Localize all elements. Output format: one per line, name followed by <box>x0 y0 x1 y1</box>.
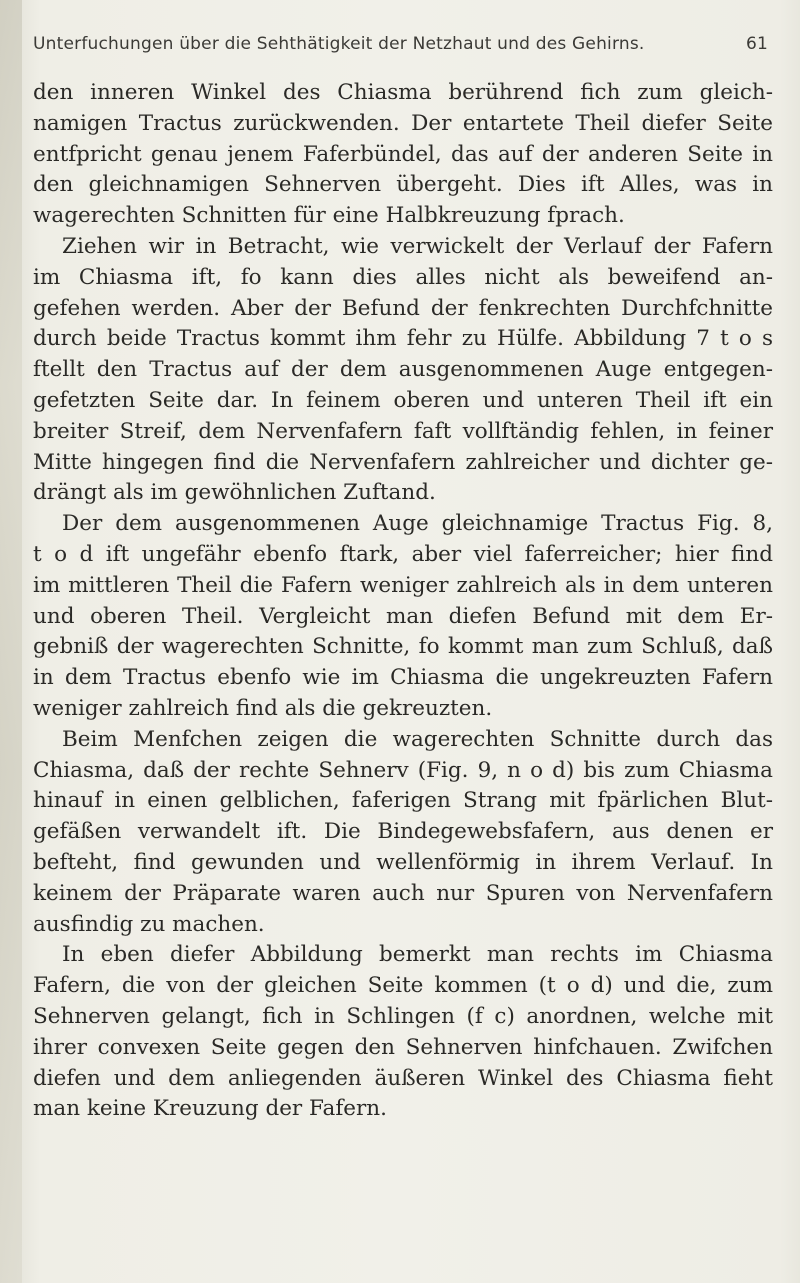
text-line: den inneren Winkel des Chiasma berührend fich zum gleich- <box>33 80 773 105</box>
text-line: weniger zahlreich find als die gekreuzten. <box>33 695 493 721</box>
text-line: befteht, find gewunden und wellenförmig in ihrem Verlauf. In <box>33 849 773 875</box>
text-line: durch beide Tractus kommt ihm fehr zu Hülfe. Abbildung 7 t o s <box>33 326 773 352</box>
running-head-title: Unterfuchungen über die Sehthätigkeit der Netzhaut und des Gehirns. <box>33 34 645 54</box>
text-line: ftellt den Tractus auf der dem ausgenommenen Auge entgegen- <box>33 357 773 383</box>
text-line: Sehnerven gelangt, fich in Schlingen (f c) anordnen, welche mit <box>33 1003 773 1029</box>
text-line: drängt als im gewöhnlichen Zuftand. <box>33 480 436 506</box>
running-head <box>33 34 768 62</box>
text-line: den gleichnamigen Sehnerven übergeht. Dies ift Alles, was in <box>33 172 773 198</box>
text-line: ausfindig zu machen. <box>33 911 265 937</box>
text-line: Chiasma, daß der rechte Sehnerv (Fig. 9, n o d) bis zum Chiasma <box>33 757 773 783</box>
body-text <box>33 78 773 1125</box>
text-line: hinauf in einen gelblichen, faferigen Strang mit fpärlichen Blut- <box>33 788 773 814</box>
text-line: In eben diefer Abbildung bemerkt man rechts im Chiasma <box>62 942 773 968</box>
text-line: gebniß der wagerechten Schnitte, fo kommt man zum Schluß, daß <box>33 634 773 660</box>
text-line: namigen Tractus zurückwenden. Der entartete Theil diefer Seite <box>33 110 773 136</box>
text-line: Fafern, die von der gleichen Seite kommen (t o d) und die, zum <box>33 973 773 999</box>
text-line: gefetzten Seite dar. In feinem oberen und unteren Theil ift ein <box>33 387 773 413</box>
text-line: in dem Tractus ebenfo wie im Chiasma die ungekreuzten Fafern <box>33 665 773 691</box>
text-line: im mittleren Theil die Fafern weniger zahlreich als in dem unteren <box>33 572 773 598</box>
text-line: Mitte hingegen find die Nervenfafern zahlreicher und dichter ge- <box>33 449 773 475</box>
text-line: wagerechten Schnitten für eine Halbkreuzung fprach. <box>33 203 625 229</box>
text-line: t o d ift ungefähr ebenfo ftark, aber viel faferreicher; hier find <box>33 541 773 567</box>
page-number: 61 <box>745 34 768 54</box>
text-line: breiter Streif, dem Nervenfafern faft vollftändig fehlen, in feiner <box>33 418 773 444</box>
text-line: Ziehen wir in Betracht, wie verwickelt der Verlauf der Fafern <box>62 233 773 259</box>
text-line: entfpricht genau jenem Faferbündel, das auf der anderen Seite in <box>33 141 773 167</box>
text-line: man keine Kreuzung der Fafern. <box>33 1096 387 1122</box>
text-line: und oberen Theil. Vergleicht man diefen Befund mit dem Er- <box>33 603 773 629</box>
text-line: im Chiasma ift, fo kann dies alles nicht als beweifend an- <box>33 264 773 290</box>
text-line: gefäßen verwandelt ift. Die Bindegewebsfafern, aus denen er <box>33 819 773 845</box>
page-edge-stain <box>0 0 22 1283</box>
text-line: diefen und dem anliegenden äußeren Winkel des Chiasma fieht <box>33 1065 773 1091</box>
text-line: ihrer convexen Seite gegen den Sehnerven hinfchauen. Zwifchen <box>33 1034 773 1060</box>
text-line: Der dem ausgenommenen Auge gleichnamige Tractus Fig. 8, <box>62 511 773 537</box>
text-line: keinem der Präparate waren auch nur Spuren von Nervenfafern <box>33 880 773 906</box>
text-line: Beim Menfchen zeigen die wagerechten Schnitte durch das <box>62 726 773 752</box>
text-line: gefehen werden. Aber der Befund der fenkrechten Durchfchnitte <box>33 295 773 321</box>
